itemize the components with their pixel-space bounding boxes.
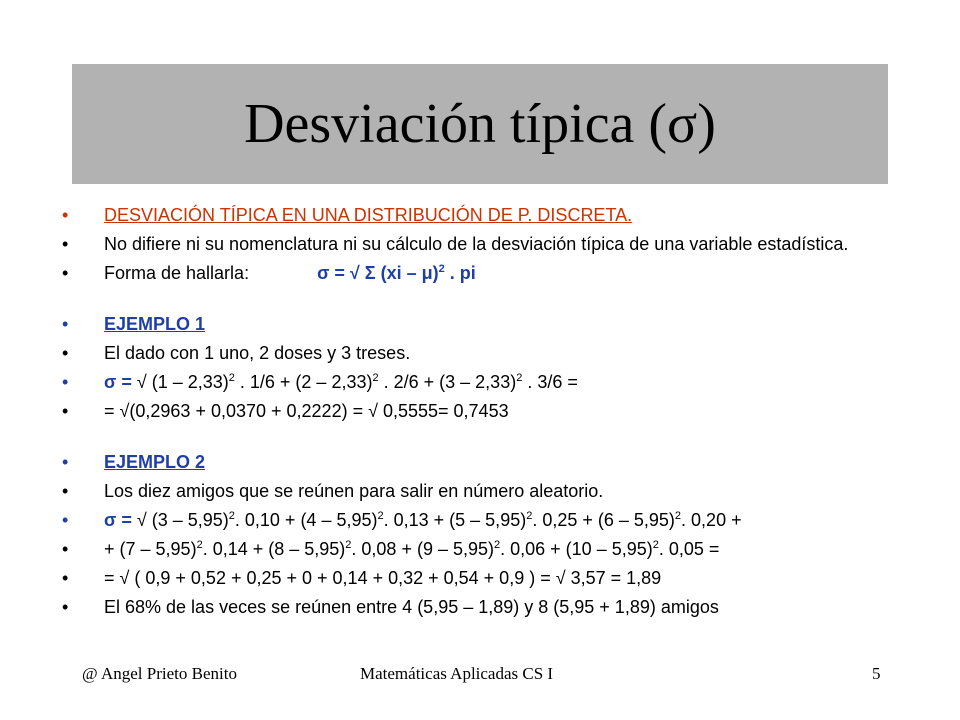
formula: σ = √ Σ (xi – μ)$^2$ . pi	[317, 263, 476, 283]
example-2-formula-line-2: + (7 – 5,95)$^2$. 0,14 + (8 – 5,95)$^2$. 0,08 + (9 – 5,95)$^2$. 0,06 + (10 – 5,95)$^2$. 0,05 =	[104, 539, 720, 559]
bullet-glyph: •	[62, 205, 69, 225]
footer-course: Matemáticas Aplicadas CS I	[360, 664, 554, 683]
example-2-formula-line-1: σ = √ (3 – 5,95)$^2$. 0,10 + (4 – 5,95)$^2$. 0,13 + (5 – 5,95)$^2$. 0,25 + (6 – 5,95)$^2$. 0,20 +	[104, 510, 742, 530]
formula-label: Forma de hallarla:	[104, 263, 250, 283]
page-number: 5	[872, 664, 881, 683]
bullet-item	[62, 538, 902, 560]
bullet-glyph: •	[62, 452, 69, 472]
bullet-item	[62, 480, 902, 502]
bullet-item	[62, 567, 902, 589]
bullet-glyph: •	[62, 597, 69, 617]
bullet-item	[62, 204, 902, 226]
example-1-statement: El dado con 1 uno, 2 doses y 3 treses.	[104, 343, 411, 363]
bullet-glyph: •	[62, 343, 69, 363]
bullet-item	[62, 596, 902, 618]
description-text: No difiere ni su nomenclatura ni su cálculo de la desviación típica de una variable estadística.	[104, 234, 849, 254]
example-1-result: = √(0,2963 + 0,0370 + 0,2222) = √ 0,5555= 0,7453	[104, 401, 509, 421]
example-1-heading: EJEMPLO 1	[104, 314, 206, 334]
bullet-item	[62, 451, 902, 473]
bullet-item	[62, 313, 902, 335]
bullet-item	[62, 342, 902, 364]
bullet-item	[62, 509, 902, 531]
slide-title: Desviación típica (σ)	[244, 93, 716, 155]
bullet-glyph: •	[62, 263, 69, 283]
bullet-glyph: •	[62, 401, 69, 421]
example-2-conclusion: El 68% de las veces se reúnen entre 4 (5,95 – 1,89) y 8 (5,95 + 1,89) amigos	[104, 597, 719, 617]
bullet-glyph: •	[62, 234, 69, 254]
example-2-result: = √ ( 0,9 + 0,52 + 0,25 + 0 + 0,14 + 0,32 + 0,54 + 0,9 ) = √ 3,57 = 1,89	[104, 568, 662, 588]
bullet-item	[62, 262, 902, 284]
slide-footer	[0, 664, 960, 688]
bullet-glyph: •	[62, 568, 69, 588]
section-heading: DESVIACIÓN TÍPICA EN UNA DISTRIBUCIÓN DE P. DISCRETA.	[104, 205, 633, 225]
bullet-glyph: •	[62, 539, 69, 559]
example-2-statement: Los diez amigos que se reúnen para salir en número aleatorio.	[104, 481, 604, 501]
title-banner	[72, 64, 888, 184]
bullet-item	[62, 400, 902, 422]
bullet-glyph: •	[62, 510, 69, 530]
bullet-glyph: •	[62, 314, 69, 334]
bullet-glyph: •	[62, 372, 69, 392]
example-2-heading: EJEMPLO 2	[104, 452, 206, 472]
bullet-list	[62, 204, 902, 625]
bullet-item	[62, 371, 902, 393]
footer-author: @ Angel Prieto Benito	[82, 664, 237, 683]
bullet-item	[62, 233, 902, 255]
bullet-glyph: •	[62, 481, 69, 501]
example-1-formula: σ = √ (1 – 2,33)$^2$ . 1/6 + (2 – 2,33)$^2$ . 2/6 + (3 – 2,33)$^2$ . 3/6 =	[104, 372, 578, 392]
